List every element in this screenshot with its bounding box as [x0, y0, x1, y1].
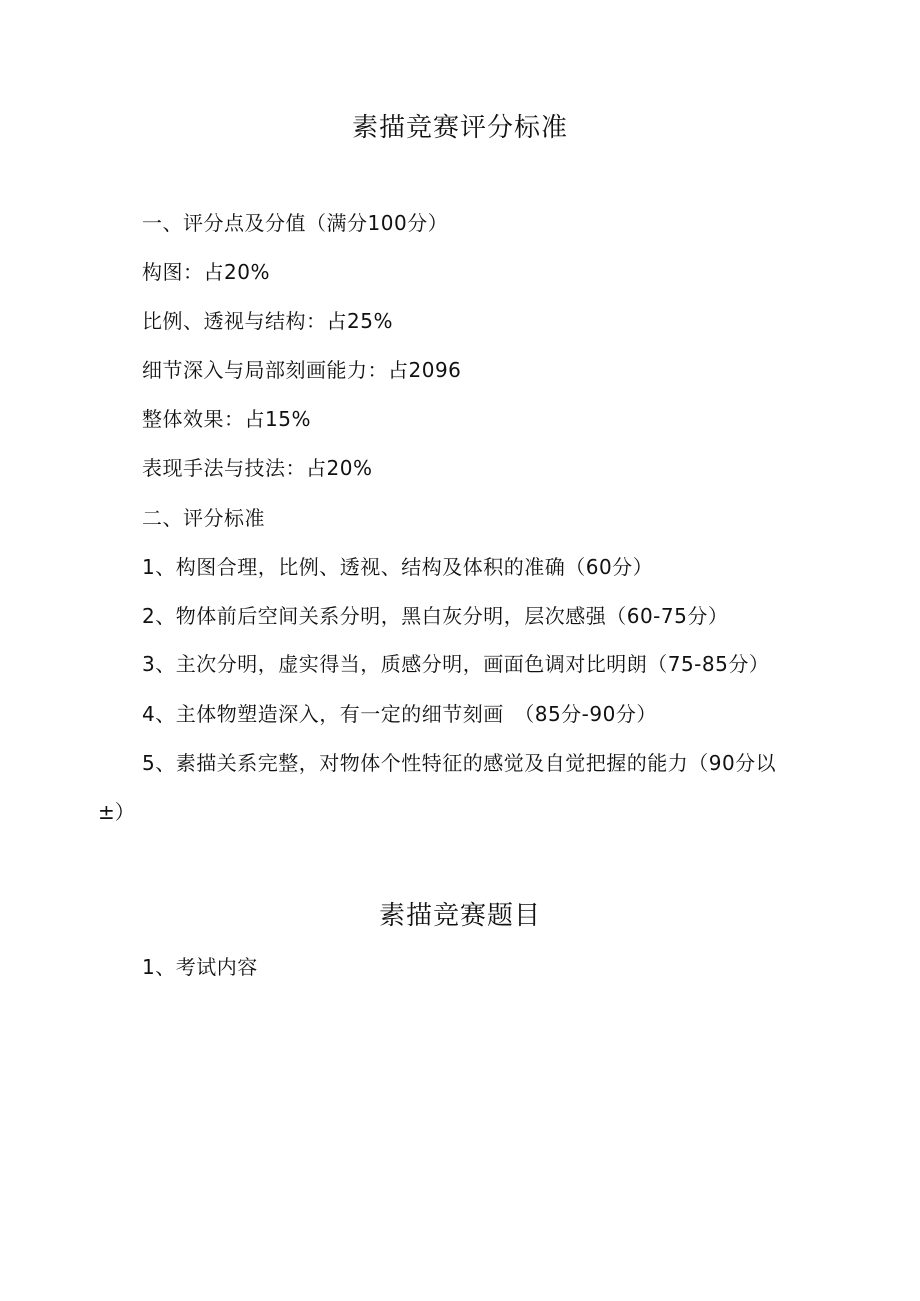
- score-item-proportion: 比例、透视与结构：占25%: [142, 309, 393, 333]
- section-title-exam: 素描竞赛题目: [378, 901, 541, 931]
- criteria-item-4: 4、主体物塑造深入，有一定的细节刻画 （85分-90分）: [142, 702, 657, 726]
- page-title: 素描竞赛评分标准: [351, 113, 568, 143]
- score-item-composition: 构图：占20%: [142, 260, 270, 284]
- score-item-technique: 表现手法与技法：占20%: [142, 456, 373, 480]
- criteria-item-1: 1、构图合理，比例、透视、结构及体积的准确（60分）: [142, 555, 654, 579]
- criteria-item-2: 2、物体前后空间关系分明，黑白灰分明，层次感强（60-75分）: [142, 604, 729, 628]
- score-item-detail: 细节深入与局部刻画能力：占2096: [142, 358, 462, 382]
- exam-item-1: 1、考试内容: [142, 955, 258, 979]
- section-heading-criteria: 二、评分标准: [142, 506, 265, 530]
- section-heading-scoring-points: 一、评分点及分值（满分100分）: [142, 211, 449, 235]
- criteria-item-5-continued: ±）: [98, 800, 135, 824]
- score-item-overall: 整体效果：占15%: [142, 407, 311, 431]
- criteria-item-3: 3、主次分明，虚实得当，质感分明，画面色调对比明朗（75-85分）: [142, 652, 770, 676]
- criteria-item-5: 5、素描关系完整，对物体个性特征的感觉及自觉把握的能力（90分以: [142, 751, 777, 775]
